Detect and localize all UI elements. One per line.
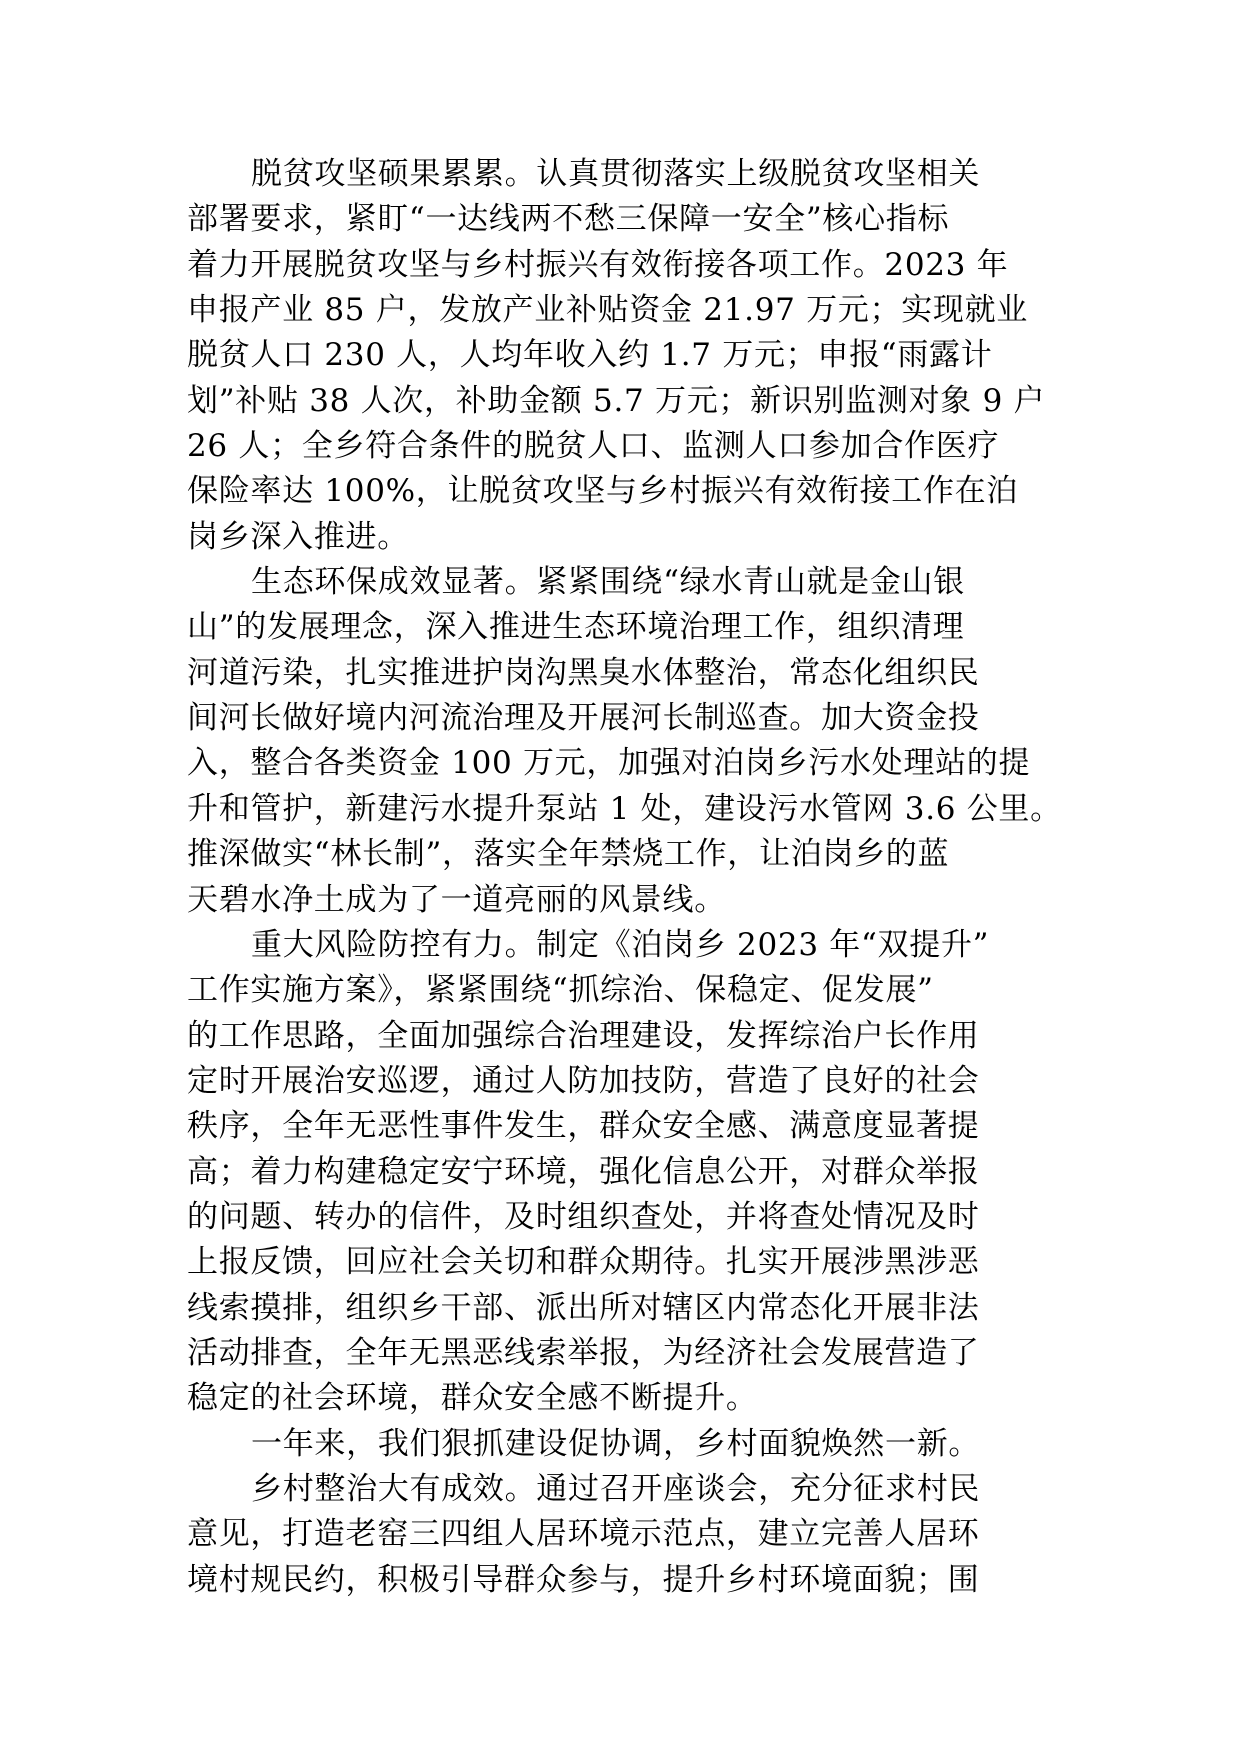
text-line: 乡村整治大有成效。通过召开座谈会，充分征求村民 — [251, 1470, 981, 1507]
text-line: 工作实施方案》，紧紧围绕“抓综治、保稳定、促发展” — [187, 972, 934, 1009]
text-line: 高；着力构建稳定安宁环境，强化信息公开，对群众举报 — [187, 1153, 980, 1190]
paragraph-poverty-alleviation — [187, 152, 1057, 560]
text-line: 申报产业 85 户，发放产业补贴资金 21.97 万元；实现就业 — [187, 292, 1029, 329]
paragraph-risk-control — [187, 923, 1057, 1422]
text-line: 划”补贴 38 人次，补助金额 5.7 万元；新识别监测对象 9 户 — [187, 382, 1046, 419]
text-line: 山”的发展理念，深入推进生态环境治理工作，组织清理 — [187, 609, 965, 646]
text-line: 秩序，全年无恶性事件发生，群众安全感、满意度显著提 — [187, 1108, 980, 1145]
text-line: 上报反馈，回应社会关切和群众期待。扎实开展涉黑涉恶 — [187, 1244, 980, 1281]
paragraph-year-summary — [187, 1422, 1057, 1467]
text-line: 定时开展治安巡逻，通过人防加技防，营造了良好的社会 — [187, 1062, 980, 1099]
text-line: 稳定的社会环境，群众安全感不断提升。 — [187, 1380, 758, 1417]
text-line: 的工作思路，全面加强综合治理建设，发挥综治户长作用 — [187, 1017, 980, 1054]
text-line: 26 人；全乡符合条件的脱贫人口、监测人口参加合作医疗 — [187, 428, 1000, 465]
text-line: 着力开展脱贫攻坚与乡村振兴有效衔接各项工作。2023 年 — [187, 246, 1009, 283]
text-line: 脱贫攻坚硕果累累。认真贯彻落实上级脱贫攻坚相关 — [251, 156, 981, 192]
text-line: 部署要求，紧盯“一达线两不愁三保障一安全”核心指标 — [187, 201, 950, 238]
text-line: 入，整合各类资金 100 万元，加强对泊岗乡污水处理站的提 — [187, 745, 1031, 782]
text-line: 岗乡深入推进。 — [187, 518, 409, 555]
text-line: 间河长做好境内河流治理及开展河长制巡查。加大资金投 — [187, 700, 980, 737]
text-line: 一年来，我们狠抓建设促协调，乡村面貌焕然一新。 — [251, 1425, 981, 1462]
text-line: 河道污染，扎实推进护岗沟黑臭水体整治，常态化组织民 — [187, 654, 980, 691]
text-line: 的问题、转办的信件，及时组织查处，并将查处情况及时 — [187, 1198, 980, 1235]
paragraph-ecological-protection — [187, 560, 1062, 923]
paragraph-rural-improvement — [187, 1467, 1057, 1603]
text-line: 天碧水净土成为了一道亮丽的风景线。 — [187, 881, 726, 918]
text-line: 生态环保成效显著。紧紧围绕“绿水青山就是金山银 — [251, 564, 965, 601]
text-line: 脱贫人口 230 人，人均年收入约 1.7 万元；申报“雨露计 — [187, 337, 993, 374]
text-line: 境村规民约，积极引导群众参与，提升乡村环境面貌；围 — [187, 1561, 980, 1598]
text-line: 升和管护，新建污水提升泵站 1 处，建设污水管网 3.6 公里。 — [187, 790, 1062, 827]
text-line: 意见，打造老窑三四组人居环境示范点，建立完善人居环 — [187, 1516, 980, 1553]
text-line: 推深做实“林长制”，落实全年禁烧工作，让泊岗乡的蓝 — [187, 836, 950, 873]
text-line: 线索摸排，组织乡干部、派出所对辖区内常态化开展非法 — [187, 1289, 980, 1326]
text-line: 重大风险防控有力。制定《泊岗乡 2023 年“双提升” — [251, 926, 990, 963]
document-body — [187, 152, 1062, 1603]
text-line: 保险率达 100%，让脱贫攻坚与乡村振兴有效衔接工作在泊 — [187, 473, 1019, 510]
text-line: 活动排查，全年无黑恶线索举报，为经济社会发展营造了 — [187, 1334, 980, 1371]
